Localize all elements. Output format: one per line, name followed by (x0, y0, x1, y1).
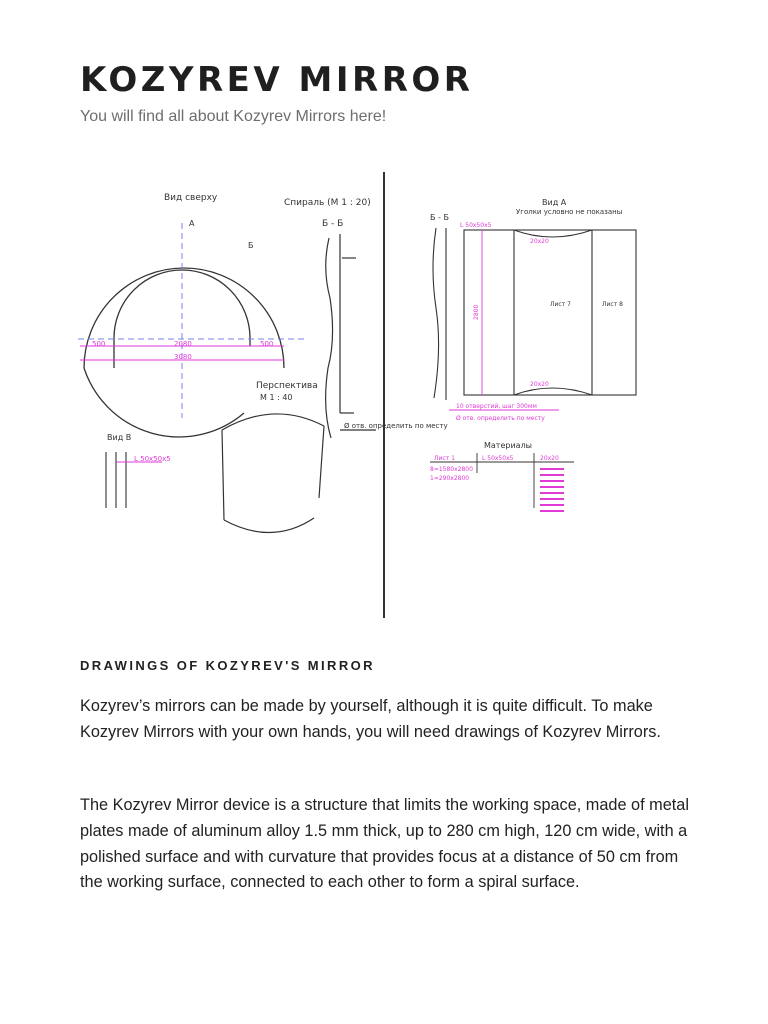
sheet-size-2: 1=290x2800 (430, 475, 470, 482)
sheet-size: 8=1580x2800 (430, 466, 473, 473)
materials-list (540, 468, 564, 512)
label-b-top: Б (248, 241, 254, 250)
label-a-top: А (189, 219, 195, 228)
view-a-panels (433, 228, 636, 400)
note-10: 10 отверстий, шаг 300мм (456, 403, 537, 410)
spiral-section (326, 234, 376, 438)
paragraph-2: The Kozyrev Mirror device is a structure that limits the working space, made of metal plates made of aluminum alloy 1.5 mm thick, up to 280 cm high, 120 cm wide, with a polished surface and with curvature that provides focus at a distance of 50 cm from the working surface, connected to each other to form a spiral surface. (80, 796, 689, 892)
dim-3080: 3080 (174, 353, 192, 361)
note-hole-right: Ø отв. определить по месту (456, 415, 545, 422)
angle-20-material: 20x20 (540, 455, 559, 462)
note-hole-left: Ø отв. определить по месту (344, 422, 448, 430)
angle-50-material: L 50x50x5 (482, 455, 514, 462)
perspective-cylinder (222, 414, 324, 533)
perspective-scale: М 1 : 40 (260, 393, 293, 402)
dim-500-left: 500 (92, 340, 106, 348)
perspective-label: Перспектива (256, 381, 318, 391)
sheet-num-8: Лист 8 (602, 301, 623, 308)
angle-50-b: L 50x50x5 (134, 455, 171, 463)
angle-50-a: L 50x50x5 (460, 222, 492, 229)
dim-2080: 2080 (174, 340, 192, 348)
section-title: DRAWINGS OF KOZYREV'S MIRROR (80, 658, 375, 673)
view-a-note: Уголки условно не показаны (516, 208, 623, 216)
dim-2800: 2800 (473, 304, 480, 320)
view-b-label: Вид В (107, 433, 132, 442)
paragraph-1: Kozyrev’s mirrors can be made by yourself, although it is quite difficult. To make Kozyrev Mirrors with your own hands, you will need drawings of Kozyrev Mirrors. (80, 697, 661, 741)
angle-20-top: 20x20 (530, 238, 549, 245)
section-bb-right: Б - Б (430, 213, 449, 222)
view-a-label: Вид А (542, 198, 567, 207)
sheet-num-7: Лист 7 (550, 301, 571, 308)
site-tagline: You will find all about Kozyrev Mirrors here! (80, 108, 387, 125)
materials-label: Материалы (484, 441, 532, 450)
kozyrev-mirror-drawing (74, 168, 724, 623)
sheet-label: Лист 1 (434, 455, 455, 462)
view-top-label: Вид сверху (164, 193, 218, 203)
section-bb-left: Б - Б (322, 219, 344, 229)
site-title[interactable]: KOZYREV MIRROR (80, 60, 474, 100)
angle-20-bottom: 20x20 (530, 381, 549, 388)
dim-500-right: 500 (260, 340, 274, 348)
spiral-label: Спираль (М 1 : 20) (284, 198, 371, 208)
